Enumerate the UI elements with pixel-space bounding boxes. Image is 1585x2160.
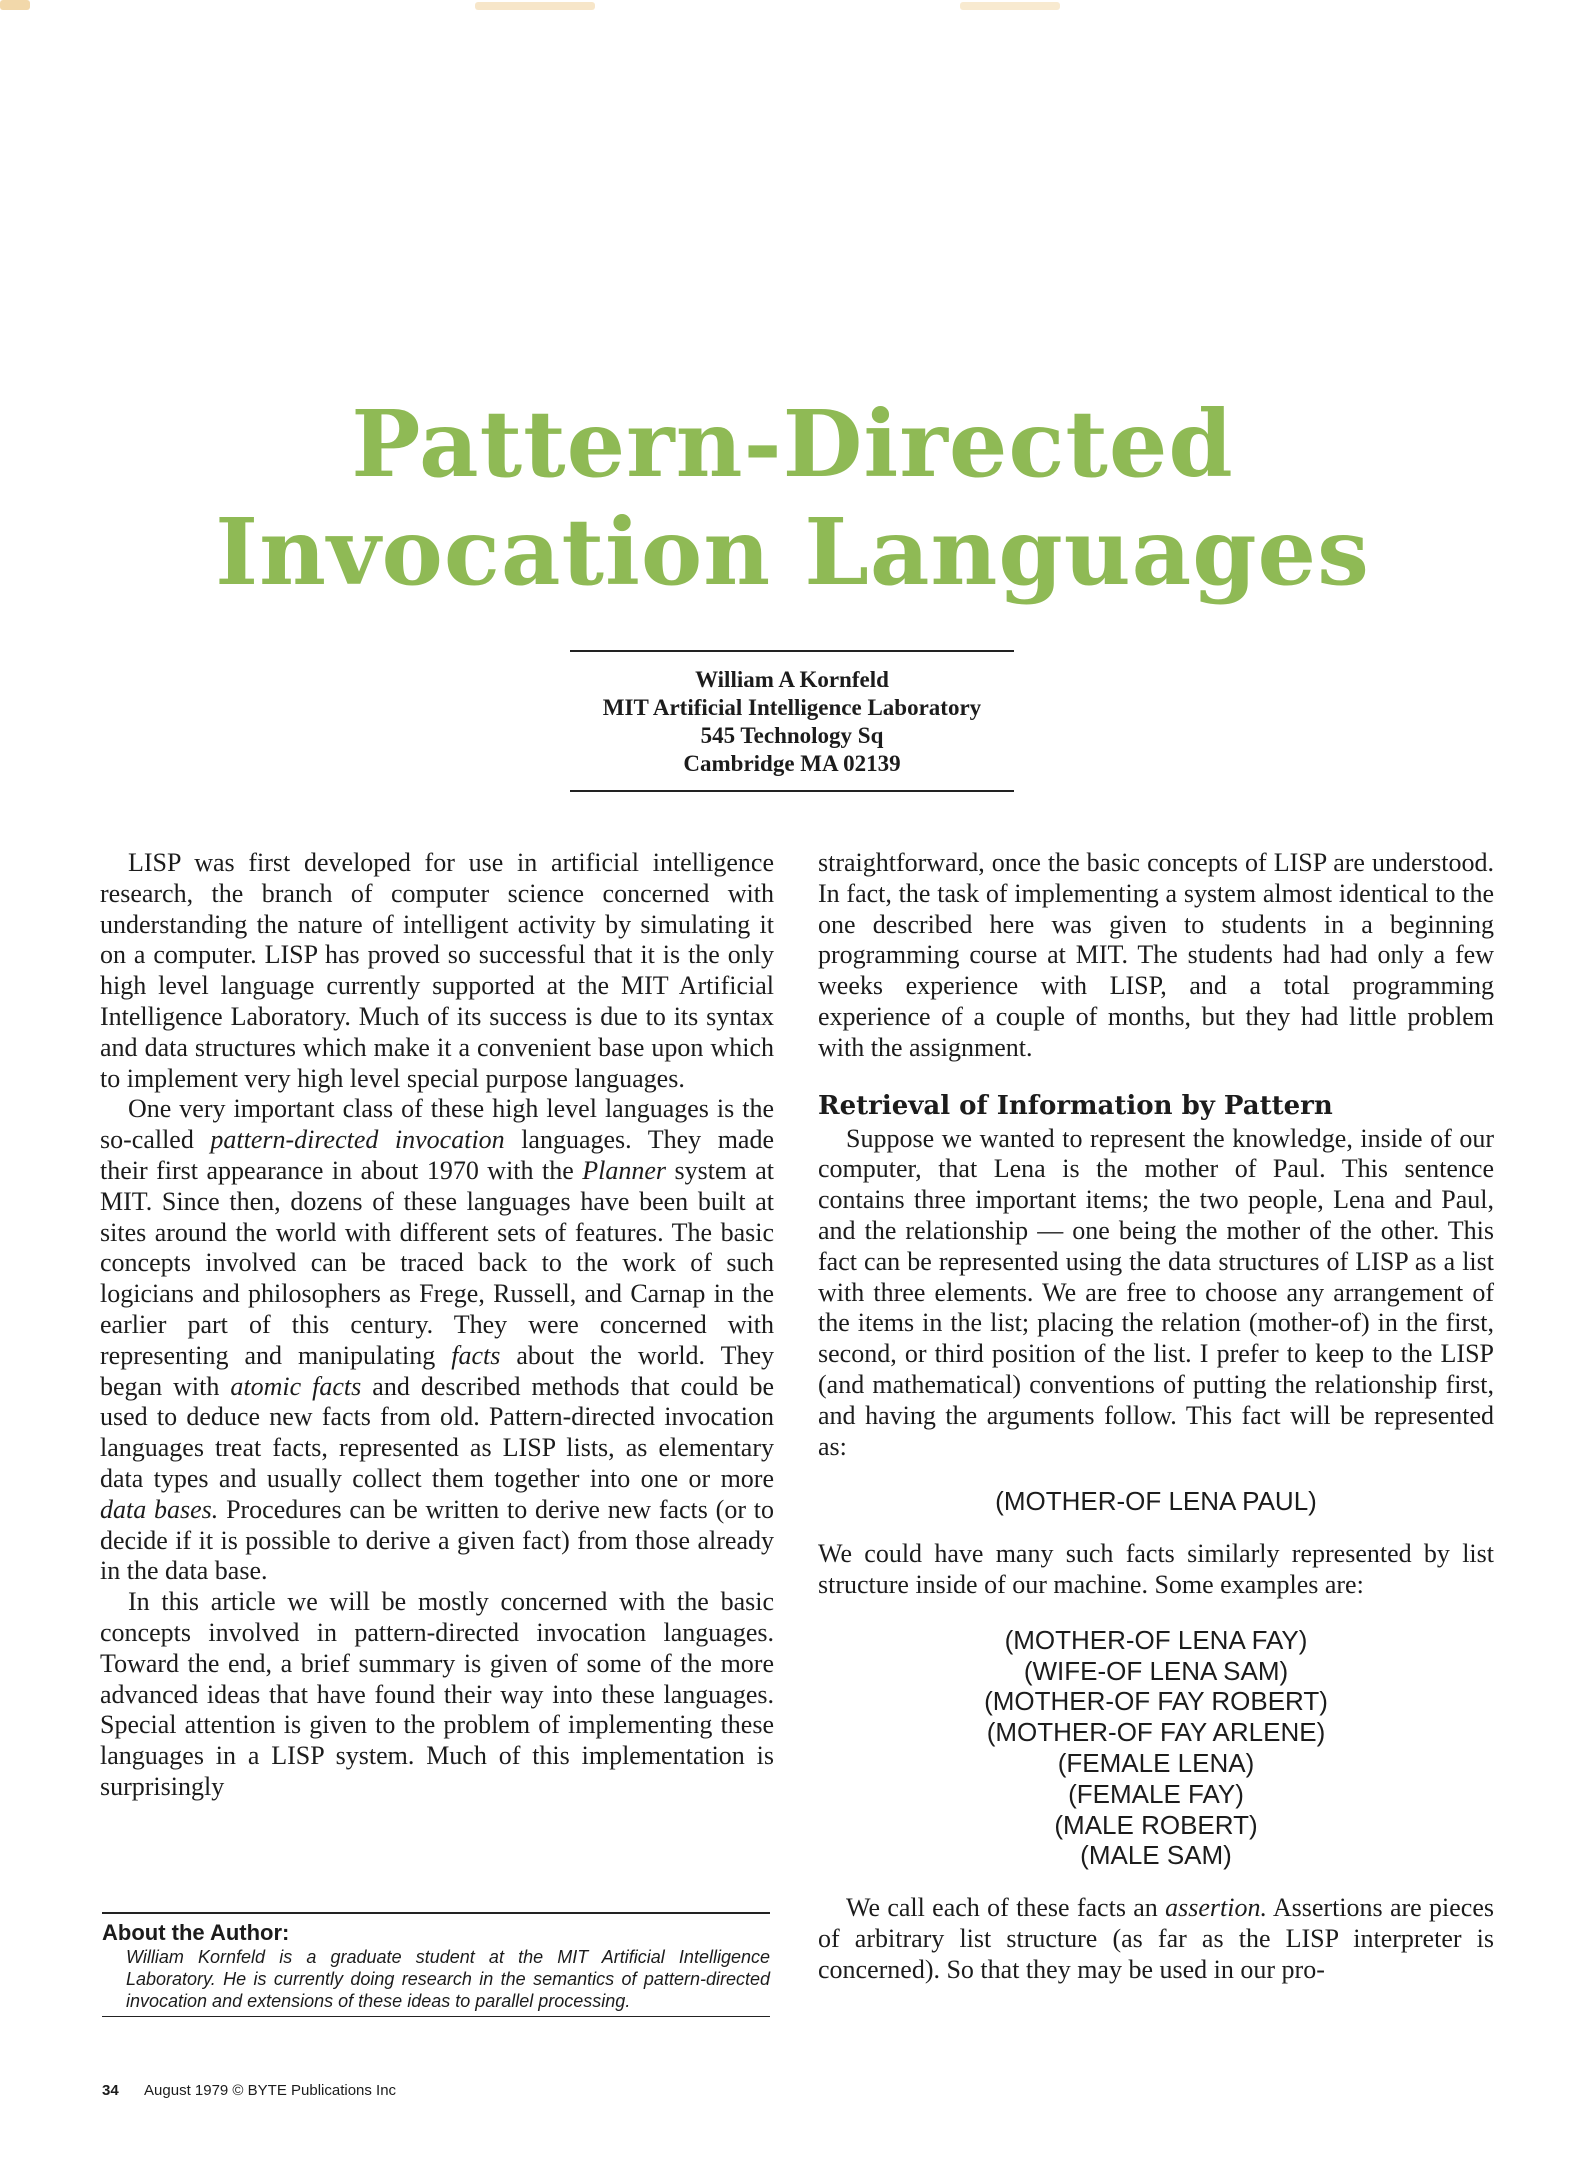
title-line-2: Invocation Languages [215,498,1370,606]
author-bottom-rule [570,790,1014,792]
paragraph: straightforward, once the basic concepts of LISP are understood. In fact, the task of implementing a system almost identical to the one described here was given to students in a beginning programming course at MIT. The students had had only a few weeks experience with LISP, and a total programming experience of a couple of months, but they had little problem with the assignment. [818,848,1494,1062]
code-line: (MOTHER-OF FAY ARLENE) [986,1717,1326,1748]
left-column [100,848,774,1803]
about-author-heading: About the Author: [102,1919,290,1945]
about-author-text: William Kornfeld is a graduate student at the MIT Artificial Intelligence Laboratory. He is currently doing research in the semantics of pattern-directed invocation and extensions of these ideas to parallel processing. [126,1946,770,2011]
scan-mark [475,2,595,10]
paragraph: One very important class of these high level languages is the so-called pattern-directed invocation languages. They made their first appearance in about 1970 with the Planner system at MIT. Since then, dozens of these languages have been built at sites around the world with different sets of features. The basic concepts involved can be traced back to the work of such logicians and philosophers as Frege, Russell, and Carnap in the earlier part of this century. They were concerned with representing and manipulating facts about the world. They began with atomic facts and described methods that could be used to deduce new facts from old. Pattern-directed invocation languages treat facts, represented as LISP lists, as elementary data types and usually collect them together into one or more data bases. Procedures can be written to derive new facts (or to decide if it is possible to derive a given fact) from those already in the data base. [100,1094,775,1586]
code-line: (MOTHER-OF LENA FAY) [1004,1624,1308,1655]
paragraph: Suppose we wanted to represent the knowledge, inside of our computer, that Lena is the mother of Paul. This sentence contains three important items; the two people, Lena and Paul, and the relationship — one being the mother of the other. This fact can be represented using the data structures of LISP as a list with three elements. We are free to choose any arrangement of the items in the list; placing the relation (mother-of) in the first, second, or third position of the list. I prefer to keep to the LISP (and mathematical) conventions of putting the relationship first, and having the arguments follow. This fact will be represented as: [818,1123,1494,1461]
scan-mark [0,0,30,10]
paragraph: We call each of these facts an assertion. Assertions are pieces of arbitrary list structure (as far as the LISP interpreter is concerned). So that they may be used in our pro- [818,1893,1494,1984]
paragraph: LISP was first developed for use in artificial intelligence research, the branch of computer science concerned with understanding the nature of intelligent activity by simulating it on a computer. LISP has proved so successful that it is the only high level language currently supported at the MIT Artificial Intelligence Laboratory. Much of its success is due to its syntax and data structures which make it a convenient base upon which to implement very high level special purpose languages. [100,848,774,1093]
right-column [818,848,1494,1986]
code-line: (MOTHER-OF LENA PAUL) [995,1486,1317,1517]
code-line: (MALE ROBERT) [1054,1809,1258,1840]
footer-credit: August 1979 © BYTE Publications Inc [144,2082,397,2099]
author-block [570,650,1014,792]
page-footer [102,2082,396,2099]
title-line-1: Pattern-Directed [351,390,1234,498]
paragraph: We could have many such facts similarly represented by list structure inside of our machine. Some examples are: [818,1539,1494,1599]
code-example-list [818,1625,1494,1871]
author-street: 545 Technology Sq [700,723,884,748]
code-line: (FEMALE LENA) [1057,1747,1255,1778]
code-line: (MOTHER-OF FAY ROBERT) [984,1686,1328,1717]
author-name: William A Kornfeld [695,667,889,692]
code-example [818,1486,1494,1517]
author-city: Cambridge MA 02139 [683,751,901,776]
code-line: (MALE SAM) [1080,1840,1232,1871]
scan-mark [960,2,1060,10]
about-author-box [102,1912,770,2017]
section-heading: Retrieval of Information by Pattern [818,1090,1333,1121]
about-top-rule [102,1912,770,1914]
article-title [0,390,1585,606]
about-bottom-rule [102,2016,770,2018]
code-line: (WIFE-OF LENA SAM) [1023,1655,1289,1686]
author-affiliation: MIT Artificial Intelligence Laboratory [602,695,982,720]
code-line: (FEMALE FAY) [1068,1778,1244,1809]
paragraph: In this article we will be mostly concerned with the basic concepts involved in pattern-directed invocation languages. Toward the end, a brief summary is given of some of the more advanced ideas that have found their way into these languages. Special attention is given to the problem of implementing these languages in a LISP system. Much of this implementation is surprisingly [100,1587,774,1801]
page-number: 34 [102,2082,119,2099]
